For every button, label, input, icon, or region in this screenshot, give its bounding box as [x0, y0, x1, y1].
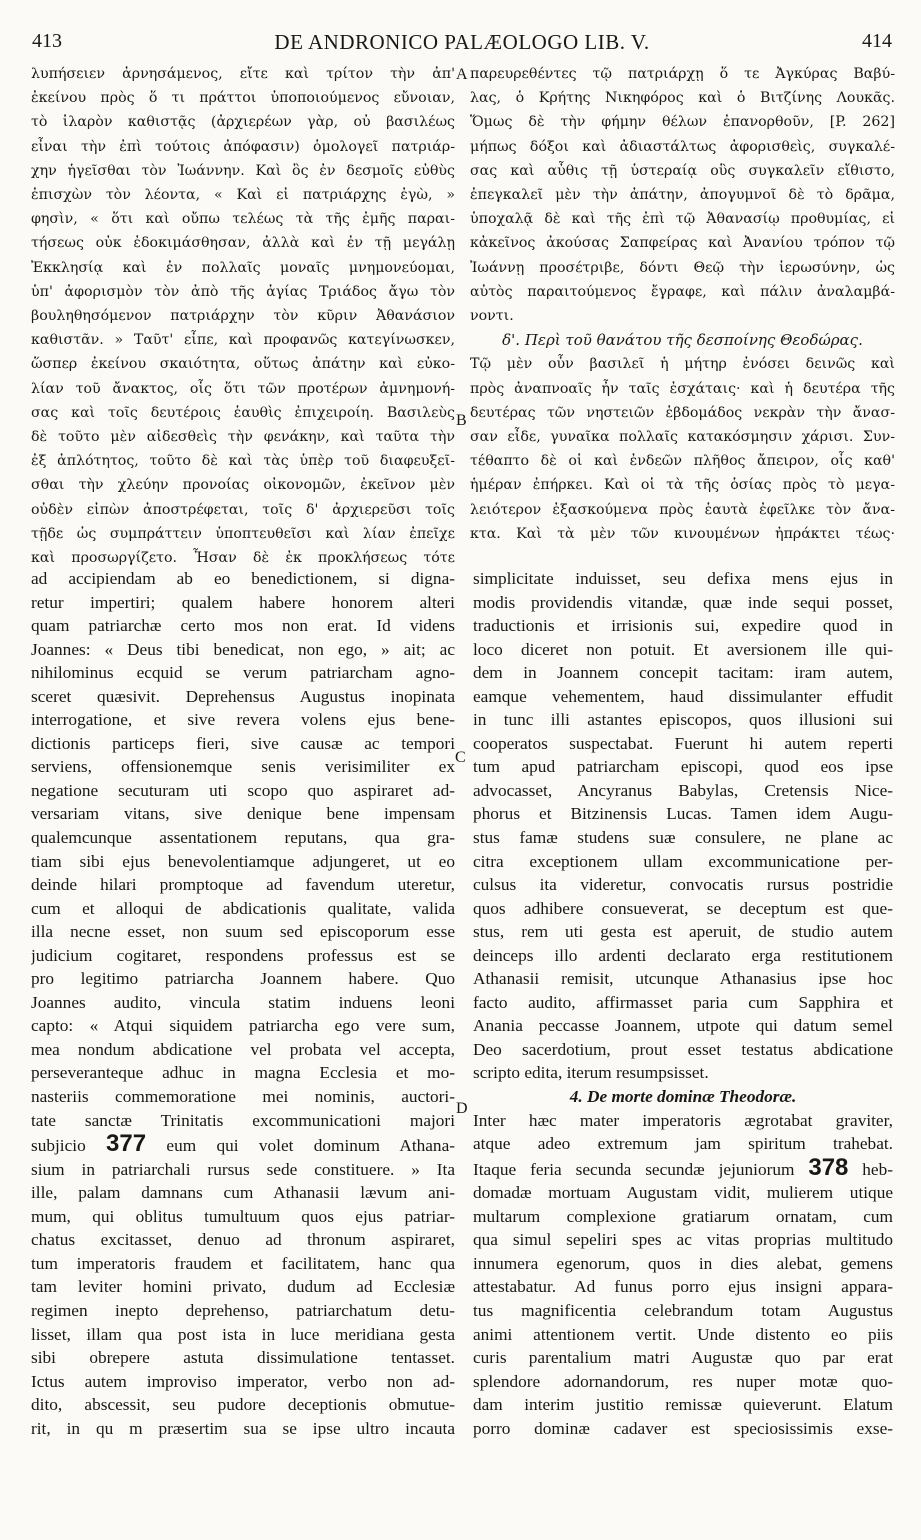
text-line: Ἐκκλησίᾳ καὶ ἐν πολλαῖς μοναῖς μνημονεύομαι,: [31, 259, 455, 276]
text-line: chatus excitasset, denuo ad thronum aspiraret,: [31, 1230, 455, 1250]
text-line: quos adhibere consueverat, se deceptum est que-: [473, 898, 893, 918]
text-line: λίαν τοῦ ἄνακτος, οἷς ὅτι τῶν προτέρων ἀμνημονή-: [31, 380, 455, 397]
text-line: cum et alloqui de abdicationis qualitate, valida: [31, 898, 455, 918]
text-line: Anania peccasse Joannem, utpote qui datum semel: [473, 1016, 893, 1036]
text-line: Inter hæc mater imperatoris ægrotabat graviter,: [473, 1110, 893, 1130]
text-line: τὸ ἱλαρὸν καθιστᾷς (ἀρχιερέων γὰρ, οὐ βασιλέως: [31, 114, 455, 131]
margin-marker-a: A: [456, 66, 468, 83]
text-line: αὐτὸς παραιτούμενος ἔγραφε, καὶ πάλιν ἀναλαμβά-: [470, 283, 895, 300]
text-line: judicium cogitaret, respondens professus est se: [31, 945, 455, 965]
text-line: attestabatur. Ad funus porro ejus insigni appara-: [473, 1277, 893, 1297]
text-line: citra exceptionem ullam excommunicatione per-: [473, 851, 893, 871]
text-line: ἐκείνου πρὸς ὅ τι πράττοι ὑποποιούμενος εὔνοιαν,: [31, 90, 455, 107]
text-line: Athanasii remisit, utcunque Athanasius ipse hoc: [473, 969, 893, 989]
page-header: [32, 30, 892, 58]
text-line: dam interim justitio remissæ quieverunt. Elatum: [473, 1395, 893, 1415]
text-line: σας καὶ τοῖς δευτέροις ἑαυθὶς ἐπιχειροίη. Βασιλεὺς: [31, 404, 455, 421]
text-line: tate sanctæ Trinitatis excommunicationi majori: [31, 1110, 455, 1130]
text-line: παρευρεθέντες τῷ πατριάρχῃ ὅ τε Ἀγκύρας Βαβύ-: [470, 66, 895, 82]
text-line: [31, 1132, 455, 1158]
page-number-right: 414: [862, 30, 892, 52]
text-line: cooperatos suspectabat. Fuerunt hi autem reperti: [473, 733, 893, 753]
margin-marker-c: C: [455, 749, 466, 766]
text-line: Ictus autem improviso imperator, verbo non ad-: [31, 1371, 455, 1391]
text-line: tiam sibi ejus benevolentiamque adjungeret, ut eo: [31, 851, 455, 871]
margin-marker-b: B: [456, 412, 467, 429]
text-line: phorus et Bitzinensis Lucas. Tamen idem Augu-: [473, 804, 893, 824]
text-line: νοντι.: [470, 308, 514, 325]
text-line: Ὅμως δὲ τὴν φήμην θέλων ἐπανορθοῦν, [P. 262]: [470, 114, 895, 131]
text-line: ἐξ ἀπλότητος, τοῦτο δὲ καὶ τὰς ὑπὲρ τοῦ διαφευξεῖ-: [31, 453, 455, 470]
text-line: qualemcunque assentationem reputans, qua gra-: [31, 828, 455, 848]
text-line: perseveranteque adhuc in magna Ecclesia et mo-: [31, 1063, 455, 1083]
text-line: sceret quæsivit. Deprehensus Augustus inopinata: [31, 686, 455, 706]
latin-column-right: [473, 567, 893, 1440]
page-reference-number: 378: [808, 1155, 849, 1181]
text-line: lisset, illam qua post ista in luce meridiana gesta: [31, 1324, 455, 1344]
text-line: qua simul sepeliri spes ac vitas proprias multitudo: [473, 1230, 893, 1250]
text-line: mum, qui oblitus tumultuum quos ejus patriar-: [31, 1206, 455, 1226]
text-line: quam patriarchæ certo mos non erat. Id videns: [31, 616, 455, 636]
text-line: serviens, offensionemque senis verisimiliter ex: [31, 757, 455, 777]
text-line: simplicitate induisset, seu defixa mens ejus in: [473, 569, 893, 588]
text-line: animi attentionem vertit. Unde distento eo piis: [473, 1324, 893, 1344]
margin-marker-d: D: [456, 1100, 468, 1117]
text-line: λας, ὁ Κρήτης Νικηφόρος καὶ ὁ Βιτζίνης Λουκᾶς.: [470, 90, 895, 107]
text-line: τῇδε ὡς συμπράττειν ὑποπτευθεῖσι καὶ λίαν ἐπεῖχε: [31, 525, 455, 542]
text-line: curis parentalium matri Augustæ quo par erat: [473, 1348, 893, 1368]
text-line: τέθαπτο δὲ οἱ καὶ ἐνδεῶν πλῆθος ἄπειρον, οἷς καθ': [470, 453, 895, 470]
text-line: Ἰωάννῃ προσέτριβε, δόντι Θεῷ τὴν ἱερωσύνην, ὡς: [470, 259, 895, 276]
text-line: atque adeo extremum jam spiritum trahebat.: [473, 1134, 893, 1154]
text-fragment: Itaque feria secunda secundæ jejuniorum: [473, 1159, 809, 1179]
text-line: interrogatione, et sive revera volens ejus bene-: [31, 710, 455, 730]
text-line: καὶ προσωργίζετο. Ἦσαν δὲ ἐκ προκλήσεως τότε: [31, 550, 455, 567]
text-line: advocasset, Ancyranus Babylas, Cretensis Nice-: [473, 780, 893, 800]
text-line: sibi obrepere astuta dissimulatione tentasset.: [31, 1348, 455, 1368]
text-line: versariam vitans, sive denique bene impensam: [31, 804, 455, 824]
text-line: stus, rem uti gesta est aperuit, de studio autem: [473, 922, 893, 942]
text-line: καθιστᾶν. » Ταῦτ' εἶπε, καὶ προφανῶς κατεγίνωσκεν,: [31, 332, 455, 349]
text-line: dictionis particeps fieri, sive causæ ac tempori: [31, 733, 455, 753]
text-line: κἀκεῖνος ἀκούσας Σαπφείρας καὶ Ἀνανίου τρόπον τῷ: [470, 235, 895, 252]
text-line: splendore adornandorum, res nuper motæ quo-: [473, 1371, 893, 1391]
text-line: βουληθησόμενον πατριάρχην τὸν κῦριν Ἀθανάσιον: [31, 308, 455, 325]
text-line: negatione secuturam uti scopo quo aspiraret ad-: [31, 780, 455, 800]
running-title: DE ANDRONICO PALÆOLOGO LIB. V.: [274, 30, 650, 54]
text-fragment: eum qui volet dominum Athana-: [146, 1136, 455, 1156]
page-number-left: 413: [32, 30, 62, 52]
text-line: ἐπισχὼν τὸν λέοντα, « Καὶ εἰ πατριάρχης ἐγὼ, »: [31, 187, 455, 204]
text-line: capto: « Atqui siquidem patriarcha ego vere sum,: [31, 1016, 455, 1036]
text-line: ὥσπερ ἐκείνου σκαιότητα, οὕτως ἀπάτην καὶ εὐκο-: [31, 356, 455, 373]
text-line: nasteriis commemoratione mei nominis, auctori-: [31, 1087, 455, 1107]
text-line: φησὶν, « ὅτι καὶ οὔπω τελέως τὰ τῆς ἐμῆς παραι-: [31, 211, 455, 228]
text-line: tus magnificentia celebrandum totam Augustus: [473, 1300, 893, 1320]
text-line: σθαι τὴν χλεύην προνοίας οἰκονομῶν, ἐκεῖνον μὲν: [31, 477, 455, 494]
text-line: ille, palam damnans cum Athanasii lævum ani-: [31, 1183, 455, 1203]
text-line: οὐδὲν εἰπὼν ἀποστρέφεται, τοῖς δ' ἀρχιερεῦσι τοῖς: [31, 501, 455, 518]
text-line: πρὸς ἀναπνοαῖς ἦν ταῖς ἐσχάταις· καὶ ἡ δευτέρα τῆς: [470, 380, 895, 397]
text-line: Joannes audito, vincula statim induens leoni: [31, 992, 455, 1012]
text-line: Deo sacerdotium, prout esset testatus abdicatione: [473, 1039, 893, 1059]
text-line: Joannes: « Deus tibi benedicat, non ego, » ait; ac: [31, 639, 455, 659]
text-fragment: heb-: [848, 1159, 893, 1179]
section-heading: δ'. Περὶ τοῦ θανάτου τῆς δεσποίνης Θεοδώρας.: [502, 331, 863, 350]
text-line: stus famæ studens suæ consulere, ne plane ac: [473, 828, 893, 848]
text-line: dito, abscessit, seu pudore deceptionis obmutue-: [31, 1395, 455, 1415]
text-line: χην ἡγεῖσθαι τὸν Ἰωάννην. Καὶ ὃς ἐν δεσμοῖς εὐθὺς: [31, 162, 455, 179]
text-line: ἡμέραν ἐπήρκει. Καὶ οἱ τὰ τῆς ὁσίας πρὸς τὸ μεγα-: [470, 477, 895, 494]
text-line: κτα. Καὶ τὰ μὲν τῶν κινουμένων ἠπράκτει τέως·: [470, 525, 895, 542]
text-line: λειότερον ἐξασκούμενα πρὸς ἑαυτὰ ἐφεῖλκε τὸν ἄνα-: [470, 501, 895, 518]
text-line: σαν εἶδε, γυναῖκα πολλαῖς κατακόσμησιν χάρισι. Συν-: [470, 429, 895, 446]
text-line: εἶναι τὴν ἐπὶ τούτοις ἀπόφασιν) ὁμολογεῖ πατριάρ-: [31, 138, 455, 155]
text-line: tum imperatoris fraudem et facilitatem, hanc qua: [31, 1253, 455, 1273]
text-line: facto audito, affirmasset paria cum Sapphira et: [473, 992, 893, 1012]
text-line: δευτέρας τῶν νηστειῶν ἑβδομάδος νεκρὰν τὴν ἄνασ-: [470, 404, 895, 421]
text-line: ἐπεγκαλεῖ μὲν τὴν ἀπάτην, ἀπογυμνοῖ δὲ τὸ δρᾶμα,: [470, 187, 895, 204]
text-line: Τῷ μὲν οὖν βασιλεῖ ἡ μήτηρ ἐνόσει δεινῶς καὶ: [470, 356, 895, 373]
greek-column-right: [470, 62, 895, 546]
text-line: μήπως δόξοι καὶ ἀδιαστάλτως ἀφορισθεὶς, συγκαλέ-: [470, 138, 895, 155]
text-line: culsus ita videretur, convocatis rursus postridie: [473, 875, 893, 895]
text-line: [473, 1156, 893, 1182]
text-line: pro legitimo patriarcha Joannem habere. Quo: [31, 969, 455, 989]
latin-column-left: [31, 567, 455, 1440]
text-line: ad accipiendam ab eo benedictionem, si digna-: [31, 569, 455, 588]
text-line: deinde hilari promptoque ad favendum uteretur,: [31, 875, 455, 895]
text-fragment: subjicio: [31, 1136, 107, 1156]
text-line: illa necne esset, non suum sed episcoporum esse: [31, 922, 455, 942]
text-line: eamque vehementem, haud dissimulanter effudit: [473, 686, 893, 706]
text-line: in tunc illi astantes episcopos, quos illusioni sui: [473, 710, 893, 730]
greek-column-left: [31, 62, 455, 570]
text-line: modis providendis vitandæ, quæ inde sequi posset,: [473, 592, 893, 612]
page-reference-number: 377: [106, 1132, 147, 1158]
text-line: λυπήσειεν ἀρνησάμενος, εἴτε καὶ τρίτον τὴν ἀπ': [31, 66, 455, 82]
text-line: dem in Joannem concepit tacitam: iram autem,: [473, 663, 893, 683]
text-line: loco diceret non potuit. Et aversionem ille qui-: [473, 639, 893, 659]
text-line: retur impertiri; qualem habere honorem alteri: [31, 592, 455, 612]
text-line: tam leviter homini privato, dudum ad Ecclesiæ: [31, 1277, 455, 1297]
text-line: δὲ τοῦτο μὲν αἰδεσθεὶς τὴν φενάκην, καὶ ταῦτα τὴν: [31, 429, 455, 446]
text-line: regimen inepto deprehenso, patriarchatum detu-: [31, 1300, 455, 1320]
text-line: innumera egenorum, quos in dies alebat, gemens: [473, 1253, 893, 1273]
text-line: sium in patriarchali rursus sede constituere. » Ita: [31, 1159, 455, 1179]
text-line: traductionis et irrisionis sui, expedire quod in: [473, 616, 893, 636]
text-line: rit, in qu m præsertim sua se ipse ultro incauta: [31, 1418, 455, 1438]
text-line: ὑποχαλᾷ δὲ καὶ τῆς ἐπὶ τῷ Ἀθανασίῳ προθυμίας, εἰ: [470, 211, 895, 228]
text-line: domadæ mortuam Augustam vidit, mulierem utique: [473, 1183, 893, 1203]
text-line: scripto edita, iterum resumpsisset.: [473, 1063, 709, 1083]
text-line: mea nondum abdicatione vel probata vel accepta,: [31, 1039, 455, 1059]
text-line: porro dominæ cadaver est speciosissimis exse-: [473, 1418, 893, 1438]
text-line: nihilominus ecquid se verum patriarcham agno-: [31, 663, 455, 683]
text-line: multarum complexione gratiarum ornatam, cum: [473, 1206, 893, 1226]
text-line: τήσεως οὐκ ἐδοκιμάσθησαν, ἀλλὰ καὶ ἐν τῇ μεγάλῃ: [31, 235, 455, 252]
text-line: σας καὶ αὖθις τῇ ὑστεραίᾳ οὓς συγκαλεῖν εἴθιστο,: [470, 162, 895, 179]
text-line: tum apud patriarcham episcopi, quod eos ipse: [473, 757, 893, 777]
text-line: ὑπ' ἀφορισμὸν τὸν ἀπὸ τῆς ἁγίας Τριάδος ἄγω τὸν: [31, 283, 455, 300]
text-line: deinceps illo ardenti declarato erga restitutionem: [473, 945, 893, 965]
section-heading: 4. De morte dominæ Theodoræ.: [569, 1087, 797, 1107]
